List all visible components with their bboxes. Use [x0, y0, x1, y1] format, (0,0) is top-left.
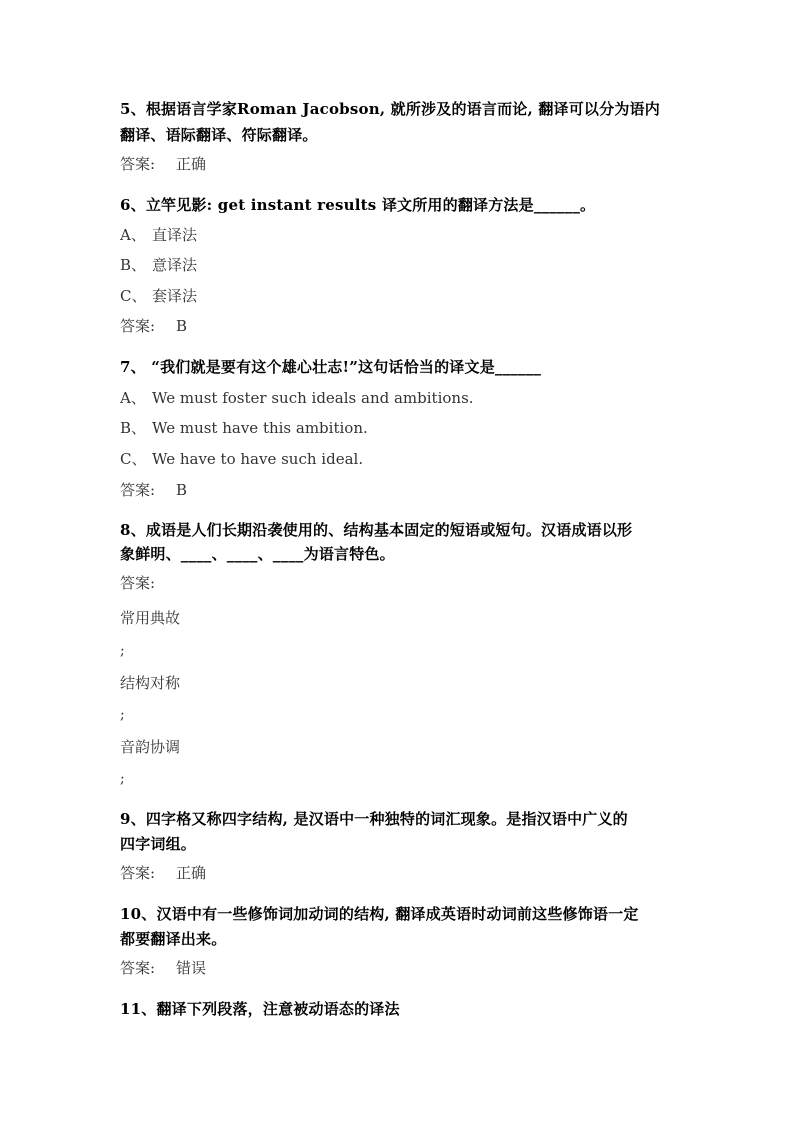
answer-value: B	[176, 317, 188, 335]
question-6-answer	[120, 319, 187, 334]
question-11: 11、翻译下列段落，注意被动语态的译法	[120, 1000, 400, 1018]
question-10-line-1: 10、汉语中有一些修饰词加动词的结构, 翻译成英语时动词前这些修饰语一定	[120, 905, 639, 923]
question-7-answer	[120, 483, 187, 498]
question-6-option-b	[120, 258, 197, 273]
question-8-line-2: 象鲜明、____、____、____为语言特色。	[120, 545, 395, 563]
answer-separator: ;	[120, 707, 125, 723]
option-label: A、	[120, 389, 146, 407]
question-5-answer	[120, 157, 206, 172]
question-5-line-2: 翻译、语际翻译、符际翻译。	[120, 126, 318, 144]
question-8-line-1: 8、成语是人们长期沿袭使用的、结构基本固定的短语或短句。汉语成语以形	[120, 521, 633, 539]
question-6-option-c	[120, 289, 197, 304]
option-label: B、	[120, 419, 147, 437]
answer-separator: ;	[120, 771, 125, 787]
question-5-line-1: 5、根据语言学家Roman Jacobson, 就所涉及的语言而论, 翻译可以分为语内	[120, 100, 660, 118]
answer-value: 正确	[176, 155, 207, 173]
question-6-option-a	[120, 228, 197, 243]
answer-separator: ;	[120, 643, 125, 659]
answer-value: 正确	[176, 864, 207, 882]
question-9-line-2: 四字词组。	[120, 835, 197, 853]
answer-label: 答案:	[120, 317, 156, 335]
answer-label: 答案:	[120, 155, 156, 173]
question-7-option-a	[120, 391, 474, 406]
question-8-answer-2: 结构对称	[120, 674, 181, 692]
question-8-answer-1: 常用典故	[120, 609, 181, 627]
question-7-option-c	[120, 452, 363, 467]
answer-value: B	[176, 481, 188, 499]
option-text: We have to have such ideal.	[152, 450, 364, 468]
option-text: 直译法	[152, 226, 198, 244]
question-9-answer	[120, 866, 206, 881]
question-10-answer	[120, 961, 206, 976]
answer-label: 答案:	[120, 959, 156, 977]
question-7: 7、 “我们就是要有这个雄心壮志!”这句话恰当的译文是______	[120, 358, 542, 376]
question-10-line-2: 都要翻译出来。	[120, 930, 227, 948]
option-text: 套译法	[152, 287, 198, 305]
answer-label: 答案:	[120, 481, 156, 499]
question-8-answer-3: 音韵协调	[120, 738, 181, 756]
question-9-line-1: 9、四字格又称四字结构, 是汉语中一种独特的词汇现象。是指汉语中广义的	[120, 810, 628, 828]
option-label: B、	[120, 256, 147, 274]
question-7-option-b	[120, 421, 368, 436]
answer-value: 错误	[176, 959, 207, 977]
option-text: We must foster such ideals and ambitions.	[152, 389, 474, 407]
question-6: 6、立竿见影: get instant results 译文所用的翻译方法是______。	[120, 196, 596, 214]
option-label: C、	[120, 287, 147, 305]
option-text: 意译法	[152, 256, 198, 274]
answer-label: 答案:	[120, 864, 156, 882]
option-label: A、	[120, 226, 146, 244]
option-text: We must have this ambition.	[152, 419, 368, 437]
option-label: C、	[120, 450, 147, 468]
question-8-answer-label: 答案:	[120, 574, 156, 592]
